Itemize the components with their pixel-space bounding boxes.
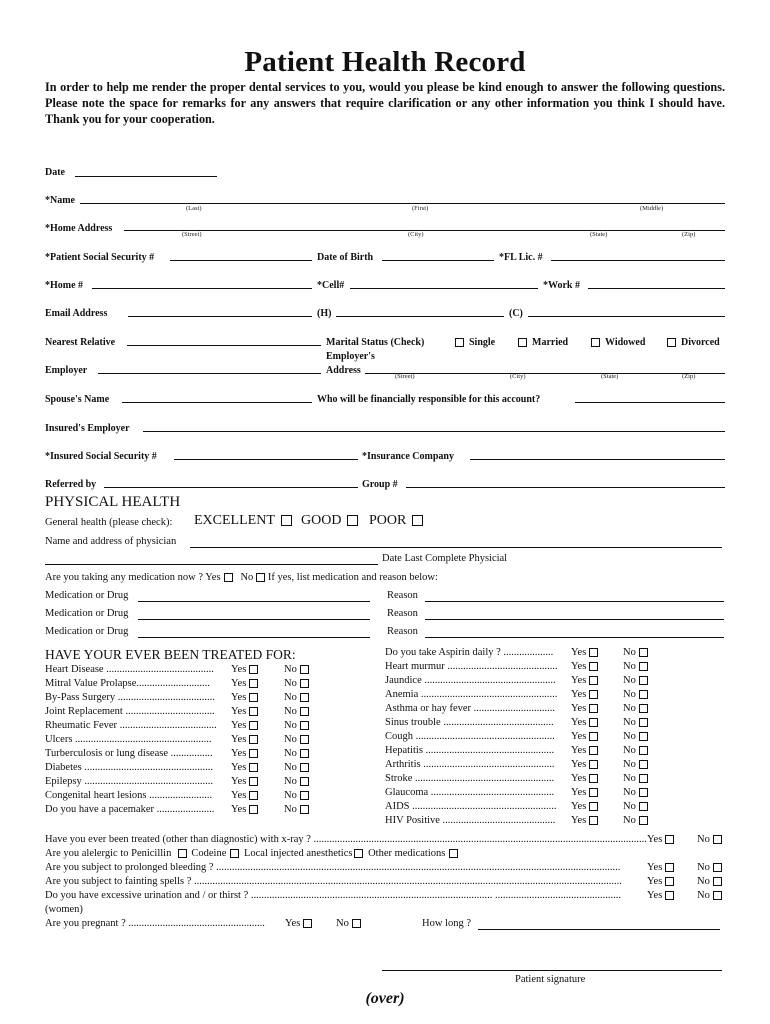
checkbox-icon bbox=[713, 863, 722, 872]
treated-condition-label: Sinus trouble .......................................... bbox=[385, 717, 554, 728]
treated-no-checkbox[interactable]: No bbox=[623, 647, 648, 658]
home-phone-field[interactable] bbox=[92, 288, 312, 289]
checkbox-icon bbox=[589, 732, 598, 741]
checkbox-icon bbox=[518, 338, 527, 347]
treated-yes-checkbox[interactable]: Yes bbox=[571, 675, 598, 686]
physician-label: Name and address of physician bbox=[45, 536, 177, 547]
general-good-option[interactable]: GOOD bbox=[301, 513, 362, 529]
treated-condition-label: Glaucoma ............................................... bbox=[385, 787, 555, 798]
checkbox-icon bbox=[589, 788, 598, 797]
name-sub-first: (First) bbox=[412, 205, 429, 212]
treated-yes-checkbox[interactable]: Yes bbox=[231, 678, 258, 689]
med-field-3[interactable] bbox=[138, 637, 370, 638]
fainting-yes[interactable]: Yes bbox=[647, 876, 674, 887]
checkbox-icon bbox=[713, 891, 722, 900]
treated-no-checkbox[interactable]: No bbox=[284, 678, 309, 689]
checkbox-icon bbox=[639, 676, 648, 685]
treated-condition-label: Cough ..................................................... bbox=[385, 731, 555, 742]
treated-yes-checkbox[interactable]: Yes bbox=[231, 664, 258, 675]
checkbox-icon bbox=[639, 746, 648, 755]
checkbox-icon bbox=[300, 805, 309, 814]
treated-condition-label: AIDS ....................................................... bbox=[385, 801, 557, 812]
physician-field[interactable] bbox=[190, 547, 722, 548]
women-label: (women) bbox=[45, 904, 83, 915]
email-h-label: (H) bbox=[317, 308, 332, 319]
nearest-relative-label: Nearest Relative bbox=[45, 337, 116, 348]
treated-yes-checkbox[interactable]: Yes bbox=[571, 689, 598, 700]
treated-condition-label: Anemia .................................................... bbox=[385, 689, 558, 700]
urination-no[interactable]: No bbox=[697, 890, 722, 901]
treated-condition-label: Epilepsy ................................................. bbox=[45, 776, 213, 787]
checkbox-icon bbox=[639, 774, 648, 783]
checkbox-icon bbox=[639, 788, 648, 797]
address-sub-state: (State) bbox=[590, 231, 608, 238]
employers-label: Employer's bbox=[326, 351, 375, 362]
treated-yes-checkbox[interactable]: Yes bbox=[231, 734, 258, 745]
checkbox-icon bbox=[300, 665, 309, 674]
treated-yes-checkbox[interactable]: Yes bbox=[231, 804, 258, 815]
checkbox-icon bbox=[639, 648, 648, 657]
checkbox-icon bbox=[249, 763, 258, 772]
checkbox-icon bbox=[300, 721, 309, 730]
last-physical-label: Date Last Complete Physicial bbox=[382, 553, 508, 564]
work-label: *Work # bbox=[543, 280, 580, 291]
treated-yes-checkbox[interactable]: Yes bbox=[571, 717, 598, 728]
treated-condition-label: Stroke ..................................................... bbox=[385, 773, 555, 784]
date-field[interactable] bbox=[75, 176, 217, 177]
fl-lic-label: *FL Lic. # bbox=[499, 252, 543, 263]
insured-employer-label: Insured's Employer bbox=[45, 423, 130, 434]
treated-yes-checkbox[interactable]: Yes bbox=[231, 706, 258, 717]
urination-question: Do you have excessive urination and / or thirst ? ............................................................................................ ................................................ bbox=[45, 890, 621, 901]
checkbox-icon bbox=[249, 693, 258, 702]
checkbox-icon bbox=[589, 816, 598, 825]
treated-no-checkbox[interactable]: No bbox=[284, 804, 309, 815]
signature-label: Patient signature bbox=[515, 974, 586, 985]
treated-yes-checkbox[interactable]: Yes bbox=[571, 801, 598, 812]
marital-divorced-checkbox[interactable]: Divorced bbox=[667, 337, 720, 348]
checkbox-icon[interactable] bbox=[256, 573, 265, 582]
pregnant-yes[interactable]: Yes bbox=[285, 918, 312, 929]
emp-sub-street: (Street) bbox=[395, 373, 415, 380]
med-label-2: Medication or Drug bbox=[45, 608, 129, 619]
physical-health-heading: PHYSICAL HEALTH bbox=[45, 494, 181, 510]
checkbox-icon bbox=[639, 690, 648, 699]
checkbox-icon bbox=[300, 693, 309, 702]
checkbox-icon[interactable] bbox=[354, 849, 363, 858]
insured-ssn-label: *Insured Social Security # bbox=[45, 451, 157, 462]
checkbox-icon bbox=[249, 749, 258, 758]
emp-sub-zip: (Zip) bbox=[682, 373, 696, 380]
treated-condition-label: Heart Disease ......................................... bbox=[45, 664, 214, 675]
treated-condition-label: Ulcers .................................................... bbox=[45, 734, 212, 745]
checkbox-icon bbox=[249, 735, 258, 744]
treated-no-checkbox[interactable]: No bbox=[623, 773, 648, 784]
checkbox-icon[interactable] bbox=[449, 849, 458, 858]
xray-question: Have you ever been treated (other than diagnostic) with x-ray ? ............................................................................................................................... bbox=[45, 834, 647, 845]
checkbox-icon bbox=[589, 704, 598, 713]
treated-no-checkbox[interactable]: No bbox=[623, 815, 648, 826]
checkbox-icon bbox=[249, 707, 258, 716]
treated-yes-checkbox[interactable]: Yes bbox=[571, 661, 598, 672]
bleeding-question: Are you subject to prolonged bleeding ? .......................................................................................................................................................... bbox=[45, 862, 621, 873]
address-sub-zip: (Zip) bbox=[682, 231, 696, 238]
general-health-label: General health (please check): bbox=[45, 517, 173, 528]
checkbox-icon bbox=[300, 791, 309, 800]
checkbox-icon bbox=[713, 835, 722, 844]
treated-condition-label: Arthritis .................................................. bbox=[385, 759, 555, 770]
referred-by-label: Referred by bbox=[45, 479, 97, 490]
employer-field[interactable] bbox=[98, 373, 321, 374]
reason-field-1[interactable] bbox=[425, 601, 724, 602]
pregnant-no[interactable]: No bbox=[336, 918, 361, 929]
treated-condition-label: Turberculosis or lung disease ................ bbox=[45, 748, 213, 759]
checkbox-icon bbox=[639, 760, 648, 769]
treated-condition-label: Mitral Value Prolapse............................ bbox=[45, 678, 210, 689]
treated-yes-checkbox[interactable]: Yes bbox=[231, 762, 258, 773]
treated-no-checkbox[interactable]: No bbox=[623, 675, 648, 686]
reason-label-1: Reason bbox=[387, 590, 418, 601]
treated-no-checkbox[interactable]: No bbox=[623, 717, 648, 728]
treated-condition-label: Asthma or hay fever ............................... bbox=[385, 703, 556, 714]
insurance-company-field[interactable] bbox=[470, 459, 725, 460]
pregnant-question: Are you pregnant ? .................................................... bbox=[45, 918, 265, 929]
treated-condition-label: Diabetes ................................................. bbox=[45, 762, 213, 773]
checkbox-icon bbox=[347, 515, 358, 526]
checkbox-icon bbox=[412, 515, 423, 526]
reason-label-2: Reason bbox=[387, 608, 418, 619]
checkbox-icon bbox=[665, 835, 674, 844]
reason-label-3: Reason bbox=[387, 626, 418, 637]
treated-no-checkbox[interactable]: No bbox=[623, 745, 648, 756]
checkbox-icon bbox=[639, 732, 648, 741]
home-address-label: *Home Address bbox=[45, 223, 113, 234]
checkbox-icon bbox=[589, 690, 598, 699]
checkbox-icon bbox=[300, 749, 309, 758]
fl-lic-field[interactable] bbox=[551, 260, 725, 261]
checkbox-icon bbox=[303, 919, 312, 928]
checkbox-icon bbox=[639, 718, 648, 727]
general-excellent-option[interactable]: EXCELLENT bbox=[194, 513, 296, 529]
checkbox-icon bbox=[589, 718, 598, 727]
checkbox-icon[interactable] bbox=[230, 849, 239, 858]
checkbox-icon bbox=[639, 662, 648, 671]
checkbox-icon bbox=[281, 515, 292, 526]
checkbox-icon bbox=[589, 662, 598, 671]
work-field[interactable] bbox=[588, 288, 725, 289]
emp-sub-state: (State) bbox=[601, 373, 619, 380]
treated-no-checkbox[interactable]: No bbox=[623, 801, 648, 812]
name-field[interactable] bbox=[80, 203, 725, 204]
checkbox-icon bbox=[249, 679, 258, 688]
treated-yes-checkbox[interactable]: Yes bbox=[571, 703, 598, 714]
ssn-label: *Patient Social Security # bbox=[45, 252, 155, 263]
treated-yes-checkbox[interactable]: Yes bbox=[571, 759, 598, 770]
treated-no-checkbox[interactable]: No bbox=[623, 759, 648, 770]
treated-condition-label: Do you have a pacemaker ...................... bbox=[45, 804, 215, 815]
checkbox-icon bbox=[589, 676, 598, 685]
insured-ssn-field[interactable] bbox=[174, 459, 358, 460]
how-long-field[interactable] bbox=[478, 929, 720, 930]
physician-field-line2[interactable] bbox=[45, 564, 378, 565]
treated-yes-checkbox[interactable]: Yes bbox=[571, 787, 598, 798]
group-label: Group # bbox=[362, 479, 398, 490]
checkbox-icon bbox=[639, 704, 648, 713]
employer-address-label: Address bbox=[326, 365, 361, 376]
treated-no-checkbox[interactable]: No bbox=[284, 748, 309, 759]
treated-no-checkbox[interactable]: No bbox=[623, 787, 648, 798]
reason-field-3[interactable] bbox=[425, 637, 724, 638]
checkbox-icon bbox=[665, 863, 674, 872]
checkbox-icon bbox=[249, 791, 258, 800]
treated-no-checkbox[interactable]: No bbox=[284, 790, 309, 801]
fainting-question: Are you subject to fainting spells ? ................................................................................................................................................................... bbox=[45, 876, 622, 887]
checkbox-icon bbox=[665, 877, 674, 886]
checkbox-icon bbox=[300, 735, 309, 744]
checkbox-icon bbox=[249, 777, 258, 786]
intro-paragraph: In order to help me render the proper dental services to you, would you please be kind enough to answer the following questions. Please note the space for remarks for any answers that require clarification or any other information you think I should have. Thank you for your cooperation. bbox=[45, 80, 725, 126]
xray-no[interactable]: No bbox=[697, 834, 722, 845]
treated-yes-checkbox[interactable]: Yes bbox=[571, 745, 598, 756]
treated-yes-checkbox[interactable]: Yes bbox=[571, 815, 598, 826]
group-field[interactable] bbox=[406, 487, 725, 488]
checkbox-icon bbox=[589, 774, 598, 783]
treated-condition-label: Congenital heart lesions ........................ bbox=[45, 790, 213, 801]
xray-yes[interactable]: Yes bbox=[647, 834, 674, 845]
bleeding-yes[interactable]: Yes bbox=[647, 862, 674, 873]
name-label: *Name bbox=[45, 195, 75, 206]
checkbox-icon bbox=[352, 919, 361, 928]
home-phone-label: *Home # bbox=[45, 280, 84, 291]
financial-field[interactable] bbox=[575, 402, 725, 403]
treated-no-checkbox[interactable]: No bbox=[284, 664, 309, 675]
insured-employer-field[interactable] bbox=[143, 431, 725, 432]
how-long-label: How long ? bbox=[422, 918, 471, 929]
med-label-1: Medication or Drug bbox=[45, 590, 129, 601]
treated-yes-checkbox[interactable]: Yes bbox=[231, 776, 258, 787]
med-label-3: Medication or Drug bbox=[45, 626, 129, 637]
treated-no-checkbox[interactable]: No bbox=[284, 692, 309, 703]
treated-heading: HAVE YOUR EVER BEEN TREATED FOR: bbox=[45, 647, 296, 662]
treated-no-checkbox[interactable]: No bbox=[623, 689, 648, 700]
email-field[interactable] bbox=[128, 316, 312, 317]
treated-no-checkbox[interactable]: No bbox=[284, 776, 309, 787]
ssn-field[interactable] bbox=[170, 260, 312, 261]
marital-status-label: Marital Status (Check) bbox=[326, 337, 425, 348]
treated-no-checkbox[interactable]: No bbox=[284, 762, 309, 773]
fainting-no[interactable]: No bbox=[697, 876, 722, 887]
checkbox-icon bbox=[589, 802, 598, 811]
treated-no-checkbox[interactable]: No bbox=[623, 731, 648, 742]
allergy-question: Are you alelergic to Penicillin Codeine Local injected anesthetics Other medications bbox=[45, 848, 458, 859]
general-poor-option[interactable]: POOR bbox=[369, 513, 427, 529]
name-sub-middle: (Middle) bbox=[640, 205, 664, 212]
checkbox-icon bbox=[665, 891, 674, 900]
cell-field[interactable] bbox=[350, 288, 538, 289]
checkbox-icon bbox=[713, 877, 722, 886]
employer-label: Employer bbox=[45, 365, 88, 376]
treated-no-checkbox[interactable]: No bbox=[623, 661, 648, 672]
treated-no-checkbox[interactable]: No bbox=[284, 734, 309, 745]
treated-yes-checkbox[interactable]: Yes bbox=[231, 720, 258, 731]
med-field-2[interactable] bbox=[138, 619, 370, 620]
treated-no-checkbox[interactable]: No bbox=[284, 706, 309, 717]
checkbox-icon bbox=[300, 679, 309, 688]
treated-yes-checkbox[interactable]: Yes bbox=[571, 647, 598, 658]
over-label: (over) bbox=[365, 990, 405, 1007]
treated-condition-label: Hepatitis ................................................. bbox=[385, 745, 555, 756]
bleeding-no[interactable]: No bbox=[697, 862, 722, 873]
treated-yes-checkbox[interactable]: Yes bbox=[571, 773, 598, 784]
home-address-field[interactable] bbox=[124, 230, 725, 231]
treated-condition-label: Do you take Aspirin daily ? ................... bbox=[385, 647, 554, 658]
insurance-company-label: *Insurance Company bbox=[362, 451, 454, 462]
med-field-1[interactable] bbox=[138, 601, 370, 602]
checkbox-icon bbox=[300, 763, 309, 772]
checkbox-icon bbox=[300, 707, 309, 716]
treated-yes-checkbox[interactable]: Yes bbox=[571, 731, 598, 742]
email-h-field[interactable] bbox=[336, 316, 504, 317]
nearest-relative-field[interactable] bbox=[127, 345, 321, 346]
checkbox-icon[interactable] bbox=[224, 573, 233, 582]
checkbox-icon bbox=[639, 802, 648, 811]
checkbox-icon bbox=[589, 760, 598, 769]
page-title: Patient Health Record bbox=[244, 46, 526, 78]
signature-field[interactable] bbox=[382, 970, 722, 971]
treated-yes-checkbox[interactable]: Yes bbox=[231, 748, 258, 759]
spouse-label: Spouse's Name bbox=[45, 394, 110, 405]
employer-address-field[interactable] bbox=[365, 373, 725, 374]
date-label: Date bbox=[45, 167, 65, 178]
checkbox-icon bbox=[589, 648, 598, 657]
checkbox-icon[interactable] bbox=[178, 849, 187, 858]
marital-married-checkbox[interactable]: Married bbox=[518, 337, 568, 348]
medication-question: Are you taking any medication now ? Yes No If yes, list medication and reason below: bbox=[45, 572, 438, 583]
spouse-field[interactable] bbox=[122, 402, 312, 403]
checkbox-icon bbox=[249, 721, 258, 730]
treated-condition-label: By-Pass Surgery ..................................... bbox=[45, 692, 215, 703]
treated-yes-checkbox[interactable]: Yes bbox=[231, 790, 258, 801]
treated-no-checkbox[interactable]: No bbox=[284, 720, 309, 731]
email-c-label: (C) bbox=[509, 308, 523, 319]
marital-single-checkbox[interactable]: Single bbox=[455, 337, 495, 348]
urination-yes[interactable]: Yes bbox=[647, 890, 674, 901]
dob-field[interactable] bbox=[382, 260, 494, 261]
address-sub-city: (City) bbox=[408, 231, 424, 238]
checkbox-icon bbox=[591, 338, 600, 347]
treated-no-checkbox[interactable]: No bbox=[623, 703, 648, 714]
treated-condition-label: Jaundice .................................................. bbox=[385, 675, 556, 686]
treated-yes-checkbox[interactable]: Yes bbox=[231, 692, 258, 703]
financial-label: Who will be financially responsible for this account? bbox=[317, 394, 541, 405]
email-c-field[interactable] bbox=[528, 316, 725, 317]
checkbox-icon bbox=[249, 805, 258, 814]
treated-condition-label: Joint Replacement .................................. bbox=[45, 706, 215, 717]
checkbox-icon bbox=[249, 665, 258, 674]
emp-sub-city: (City) bbox=[510, 373, 526, 380]
treated-condition-label: Rheumatic Fever ..................................... bbox=[45, 720, 217, 731]
checkbox-icon bbox=[589, 746, 598, 755]
email-label: Email Address bbox=[45, 308, 108, 319]
treated-condition-label: Heart murmur .......................................... bbox=[385, 661, 558, 672]
reason-field-2[interactable] bbox=[425, 619, 724, 620]
dob-label: Date of Birth bbox=[317, 252, 374, 263]
checkbox-icon bbox=[300, 777, 309, 786]
address-sub-street: (Street) bbox=[182, 231, 202, 238]
treated-condition-label: HIV Positive ........................................... bbox=[385, 815, 556, 826]
name-sub-last: (Last) bbox=[186, 205, 202, 212]
checkbox-icon bbox=[667, 338, 676, 347]
marital-widowed-checkbox[interactable]: Widowed bbox=[591, 337, 645, 348]
checkbox-icon bbox=[455, 338, 464, 347]
referred-by-field[interactable] bbox=[104, 487, 358, 488]
cell-label: *Cell# bbox=[317, 280, 345, 291]
checkbox-icon bbox=[639, 816, 648, 825]
